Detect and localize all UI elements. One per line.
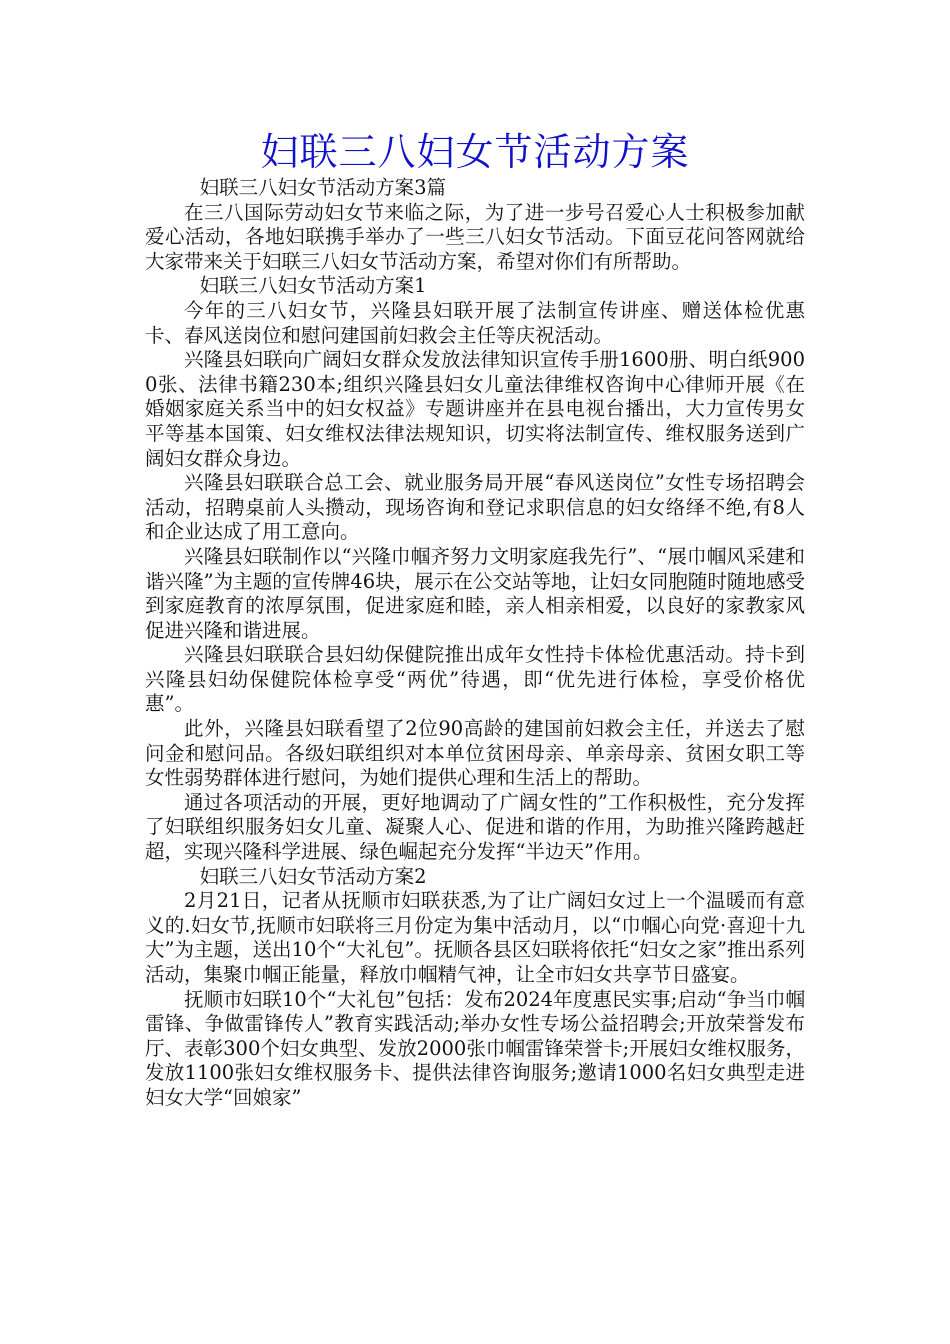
paragraph: 兴隆县妇联联合总工会、就业服务局开展“春风送岗位”女性专场招聘会活动，招聘桌前人头攒动，现场咨询和登记求职信息的妇女络绎不绝,有8人和企业达成了用工意向。 (145, 471, 805, 544)
paragraph: 兴隆县妇联制作以“兴隆巾帼齐努力文明家庭我先行”、“展巾帼风采建和谐兴隆”为主题的宣传牌46块，展示在公交站等地，让妇女同胞随时随地感受到家庭教育的浓厚氛围，促进家庭和睦，亲人相亲相爱，以良好的家教家风促进兴隆和谐进展。 (145, 544, 805, 642)
document-title: 妇联三八妇女节活动方案 (260, 130, 690, 174)
paragraph: 此外，兴隆县妇联看望了2位90高龄的建国前妇救会主任，并送去了慰问金和慰问品。各级妇联组织对本单位贫困母亲、单亲母亲、贫困女职工等女性弱势群体进行慰问，为她们提供心理和生活上的帮助。 (145, 717, 805, 790)
section-heading: 妇联三八妇女节活动方案3篇 (199, 176, 447, 199)
paragraph: 兴隆县妇联向广阔妇女群众发放法律知识宣传手册1600册、明白纸9000张、法律书籍230本;组织兴隆县妇女儿童法律维权咨询中心律师开展《在婚姻家庭关系当中的妇女权益》专题讲座并在县电视台播出，大力宣传男女平等基本国策、妇女维权法律法规知识，切实将法制宣传、维权服务送到广阔妇女群众身边。 (145, 348, 805, 470)
section-heading: 妇联三八妇女节活动方案1 (199, 274, 427, 298)
paragraph: 通过各项活动的开展，更好地调动了广阔女性的”工作积极性，充分发挥了妇联组织服务妇女儿童、凝聚人心、促进和谐的作用，为助推兴隆跨越赶超，实现兴隆科学进展、绿色崛起充分发挥“半边天”作用。 (145, 790, 805, 864)
document-body (145, 176, 805, 1111)
paragraph: 抚顺市妇联10个“大礼包”包括：发布2024年度惠民实事;启动“争当巾帼雷锋、争做雷锋传人”教育实践活动;举办女性专场公益招聘会;开放荣誉发布厅、表彰300个妇女典型、发放2000张巾帼雷锋荣誉卡;开展妇女维权服务，发放1100张妇女维权服务卡、提供法律咨询服务;邀请1000名妇女典型走进妇女大学“回娘家” (145, 987, 805, 1109)
paragraph: 2月21日，记者从抚顺市妇联获悉,为了让广阔妇女过上一个温暖而有意义的.妇女节,抚顺市妇联将三月份定为集中活动月，以“巾帼心向党·喜迎十九大”为主题，送出10个“大礼包”。抚顺各县区妇联将依托“妇女之家”推出系列活动，集聚巾帼正能量，释放巾帼精气神，让全市妇女共享节日盛宴。 (145, 889, 805, 986)
section-heading: 妇联三八妇女节活动方案2 (199, 864, 427, 888)
paragraph: 在三八国际劳动妇女节来临之际，为了进一步号召爱心人士积极参加献爱心活动，各地妇联携手举办了一些三八妇女节活动。下面豆花问答网就给大家带来关于妇联三八妇女节活动方案，希望对你们有所帮助。 (145, 200, 805, 273)
paragraph: 兴隆县妇联联合县妇幼保健院推出成年女性持卡体检优惠活动。持卡到兴隆县妇幼保健院体检享受“两优”待遇，即“优先进行体检，享受价格优惠”。 (145, 643, 805, 716)
document-page (145, 128, 805, 1111)
paragraph: 今年的三八妇女节，兴隆县妇联开展了法制宣传讲座、赠送体检优惠卡、春风送岗位和慰问建国前妇救会主任等庆祝活动。 (145, 298, 805, 347)
